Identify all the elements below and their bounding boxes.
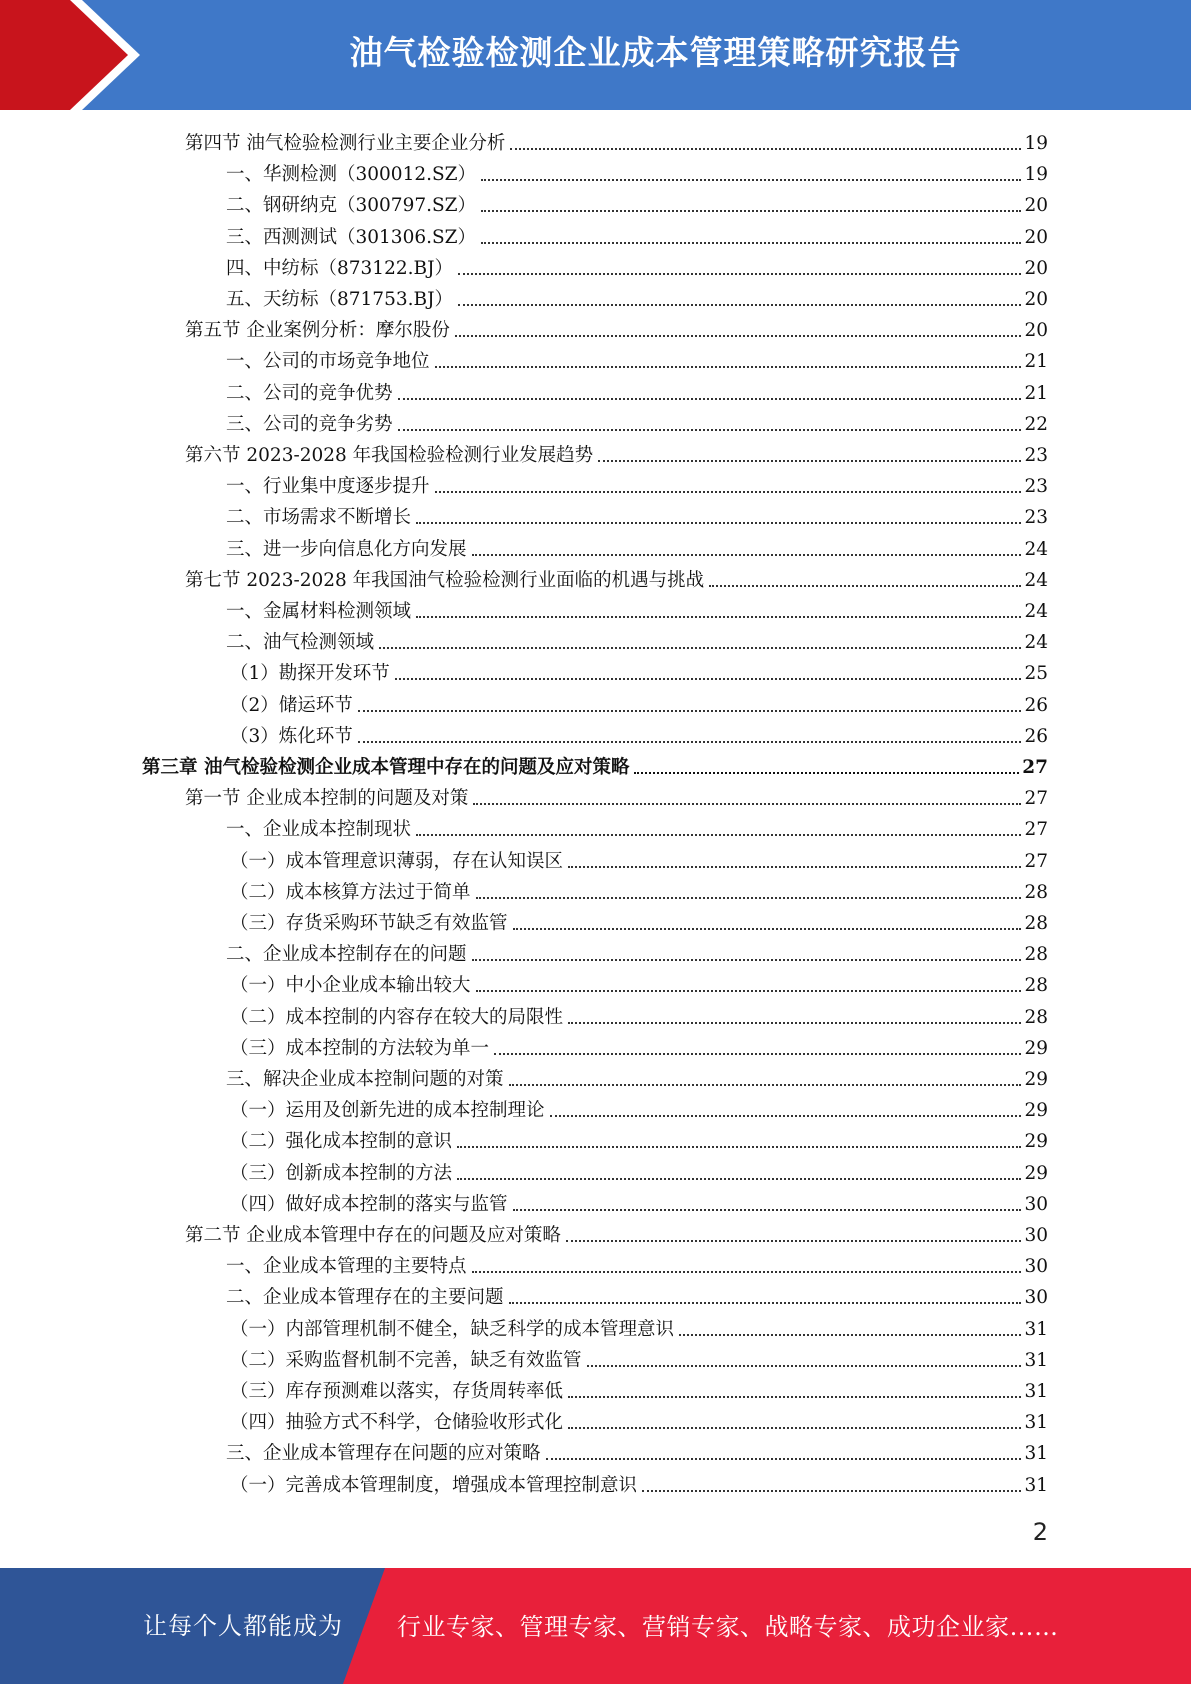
toc-entry-label: （二）成本核算方法过于简单: [230, 881, 471, 903]
toc-entry-page: 26: [1024, 694, 1048, 716]
toc-entry-page: 27: [1024, 819, 1048, 841]
toc-entry[interactable]: [226, 343, 1048, 374]
toc-leader-dots: [457, 1178, 1021, 1180]
toc-entry-page: 31: [1024, 1381, 1048, 1402]
toc-entry-page: 29: [1024, 1069, 1048, 1090]
toc-entry-label: 二、钢研纳克（300797.SZ）: [226, 195, 477, 217]
toc-entry-label: 五、天纺标（871753.BJ）: [226, 289, 454, 310]
toc-entry-page: 23: [1024, 476, 1048, 498]
toc-entry[interactable]: [226, 406, 1048, 437]
toc-entry-label: （二）采购监督机制不完善，缺乏有效监管: [230, 1349, 582, 1371]
toc-leader-dots: [679, 1334, 1021, 1336]
toc-leader-dots: [398, 398, 1022, 400]
toc-entry-page: 24: [1024, 632, 1048, 654]
toc-leader-dots: [398, 429, 1022, 431]
toc-entry-label: 三、企业成本管理存在问题的应对策略: [226, 1443, 541, 1465]
toc-entry[interactable]: [230, 718, 1048, 749]
toc-entry[interactable]: [226, 219, 1048, 250]
toc-entry-label: 第六节 2023-2028 年我国检验检测行业发展趋势: [185, 445, 594, 466]
toc-entry-page: 30: [1024, 1256, 1048, 1278]
toc-leader-dots: [379, 647, 1021, 649]
toc-entry[interactable]: [142, 749, 1048, 780]
toc-entry-page: 20: [1024, 320, 1048, 342]
toc-entry-label: （四）做好成本控制的落实与监管: [230, 1193, 508, 1215]
toc-entry[interactable]: [226, 624, 1048, 655]
toc-entry[interactable]: [230, 843, 1048, 874]
toc-entry-page: 31: [1024, 1412, 1048, 1434]
toc-entry[interactable]: [230, 1123, 1048, 1154]
toc-entry[interactable]: [185, 562, 1048, 593]
toc-entry-page: 31: [1024, 1318, 1048, 1340]
toc-leader-dots: [587, 1365, 1022, 1367]
toc-entry[interactable]: [230, 1186, 1048, 1217]
toc-entry-label: （2）储运环节: [230, 694, 353, 716]
toc-entry-label: （1）勘探开发环节: [230, 663, 390, 685]
toc-leader-dots: [513, 928, 1022, 930]
toc-entry-page: 28: [1024, 944, 1048, 966]
toc-entry-label: 三、解决企业成本控制问题的对策: [226, 1069, 504, 1090]
report-title: 油气检验检测企业成本管理策略研究报告: [349, 33, 962, 72]
toc-entry-page: 26: [1024, 725, 1048, 747]
page-number: 2: [1032, 1518, 1048, 1546]
toc-entry[interactable]: [230, 1373, 1048, 1404]
toc-leader-dots: [568, 1427, 1021, 1429]
toc-entry-page: 20: [1024, 289, 1048, 310]
toc-entry[interactable]: [230, 874, 1048, 905]
toc-entry-page: 22: [1024, 413, 1048, 435]
toc-entry-page: 29: [1024, 1162, 1048, 1184]
toc-leader-dots: [481, 179, 1021, 181]
toc-entry[interactable]: [230, 1311, 1048, 1342]
toc-entry-label: （三）成本控制的方法较为单一: [230, 1037, 490, 1059]
toc-entry-label: 第五节 企业案例分析：摩尔股份: [185, 320, 450, 342]
toc-leader-dots: [358, 741, 1022, 743]
toc-entry[interactable]: [185, 125, 1048, 156]
footer-slogan-left: 让每个人都能成为: [143, 1612, 343, 1640]
toc-entry[interactable]: [226, 1061, 1048, 1092]
toc-entry-label: 三、公司的竞争劣势: [226, 413, 393, 435]
toc-entry-label: （三）存货采购环节缺乏有效监管: [230, 913, 508, 934]
toc-entry-page: 30: [1024, 1287, 1048, 1309]
toc-entry[interactable]: [185, 437, 1048, 468]
toc-leader-dots: [566, 1240, 1022, 1242]
toc-entry-label: 第三章 油气检验检测企业成本管理中存在的问题及应对策略: [142, 757, 630, 778]
toc-leader-dots: [509, 1302, 1022, 1304]
toc-leader-dots: [568, 866, 1021, 868]
toc-entry[interactable]: [230, 655, 1048, 686]
toc-entry[interactable]: [226, 499, 1048, 530]
toc-entry-page: 20: [1024, 257, 1048, 279]
toc-entry-label: （三）库存预测难以落实，存货周转率低: [230, 1381, 564, 1402]
toc-leader-dots: [458, 304, 1021, 306]
toc-leader-dots: [481, 210, 1021, 212]
toc-entry-page: 29: [1024, 1100, 1048, 1122]
toc-leader-dots: [435, 366, 1022, 368]
toc-entry[interactable]: [185, 780, 1048, 811]
toc-entry-page: 20: [1024, 226, 1048, 248]
toc-entry-label: （一）中小企业成本输出较大: [230, 975, 471, 997]
toc-entry-label: （二）强化成本控制的意识: [230, 1131, 453, 1153]
toc-entry[interactable]: [226, 531, 1048, 562]
page-footer: [0, 1568, 1191, 1684]
toc-entry-label: 三、进一步向信息化方向发展: [226, 538, 467, 560]
toc-entry-label: 二、企业成本控制存在的问题: [226, 944, 467, 966]
toc-entry[interactable]: [230, 1092, 1048, 1123]
toc-entry[interactable]: [226, 468, 1048, 499]
toc-entry[interactable]: [230, 1155, 1048, 1186]
toc-entry-page: 31: [1024, 1443, 1048, 1465]
toc-entry-label: 一、公司的市场竞争地位: [226, 351, 430, 373]
toc-entry-label: （三）创新成本控制的方法: [230, 1162, 453, 1184]
toc-entry-label: 三、西测测试（301306.SZ）: [226, 226, 477, 248]
toc-entry[interactable]: [226, 1435, 1048, 1466]
header-red-arrow: [0, 0, 150, 110]
toc-leader-dots: [510, 148, 1021, 150]
toc-entry-label: 一、企业成本管理的主要特点: [226, 1256, 467, 1278]
toc-entry[interactable]: [226, 187, 1048, 218]
toc-entry[interactable]: [226, 1279, 1048, 1310]
toc-entry-label: 第四节 油气检验检测行业主要企业分析: [185, 133, 506, 154]
toc-entry[interactable]: [185, 1217, 1048, 1248]
toc-leader-dots: [416, 522, 1021, 524]
toc-entry-label: 一、企业成本控制现状: [226, 819, 412, 841]
toc-entry-page: 30: [1024, 1193, 1048, 1215]
toc-entry-page: 21: [1024, 382, 1048, 404]
toc-entry-label: 第一节 企业成本控制的问题及对策: [185, 788, 469, 810]
toc-leader-dots: [476, 897, 1022, 899]
toc-leader-dots: [358, 710, 1022, 712]
toc-entry-page: 25: [1024, 663, 1048, 685]
toc-entry-page: 19: [1024, 164, 1048, 186]
toc-entry[interactable]: [230, 1467, 1048, 1498]
toc-leader-dots: [509, 1084, 1022, 1086]
toc-entry[interactable]: [226, 811, 1048, 842]
toc-leader-dots: [472, 1271, 1022, 1273]
toc-leader-dots: [494, 1053, 1021, 1055]
toc-entry-label: （一）成本管理意识薄弱，存在认知误区: [230, 850, 564, 872]
toc-entry-page: 31: [1024, 1349, 1048, 1371]
toc-entry-page: 24: [1024, 569, 1048, 591]
toc-leader-dots: [457, 1146, 1021, 1148]
toc-leader-dots: [642, 1490, 1021, 1492]
toc-entry-label: （二）成本控制的内容存在较大的局限性: [230, 1006, 564, 1028]
toc-entry-label: 第七节 2023-2028 年我国油气检验检测行业面临的机遇与挑战: [185, 569, 705, 591]
toc-entry-label: （3）炼化环节: [230, 725, 353, 747]
toc-entry-page: 28: [1024, 1006, 1048, 1028]
toc-leader-dots: [476, 990, 1022, 992]
toc-entry-label: 二、企业成本管理存在的主要问题: [226, 1287, 504, 1309]
toc-entry[interactable]: [226, 936, 1048, 967]
toc-leader-dots: [416, 616, 1021, 618]
toc-entry[interactable]: [230, 1404, 1048, 1435]
toc-entry-label: 一、金属材料检测领域: [226, 601, 412, 622]
toc-leader-dots: [709, 585, 1021, 587]
toc-entry[interactable]: [226, 156, 1048, 187]
toc-leader-dots: [458, 273, 1021, 275]
toc-leader-dots: [395, 678, 1022, 680]
toc-entry[interactable]: [226, 281, 1048, 312]
toc-leader-dots: [598, 460, 1021, 462]
toc-entry-page: 30: [1024, 1225, 1048, 1246]
toc-entry-page: 28: [1024, 881, 1048, 903]
toc-leader-dots: [472, 554, 1022, 556]
toc-entry[interactable]: [230, 905, 1048, 936]
toc-entry-label: 第二节 企业成本管理中存在的问题及应对策略: [185, 1225, 561, 1246]
toc-entry[interactable]: [230, 687, 1048, 718]
toc-entry-label: 二、市场需求不断增长: [226, 507, 412, 529]
toc-entry-page: 27: [1022, 757, 1048, 778]
toc-entry-page: 24: [1024, 538, 1048, 560]
toc-leader-dots: [472, 959, 1022, 961]
toc-entry[interactable]: [185, 312, 1048, 343]
footer-slogan-right: 行业专家、管理专家、营销专家、战略专家、成功企业家……: [397, 1613, 1059, 1641]
toc-entry-label: 二、公司的竞争优势: [226, 382, 393, 404]
toc-entry[interactable]: [226, 250, 1048, 281]
toc-entry-label: 一、华测检测（300012.SZ）: [226, 164, 477, 186]
toc-leader-dots: [435, 491, 1022, 493]
toc-entry[interactable]: [230, 999, 1048, 1030]
toc-leader-dots: [546, 1458, 1022, 1460]
toc-leader-dots: [481, 242, 1021, 244]
toc-leader-dots: [513, 1209, 1022, 1211]
page-header: [0, 0, 1191, 110]
toc-entry-page: 23: [1024, 445, 1048, 466]
toc-entry-label: （一）完善成本管理制度，增强成本管理控制意识: [230, 1474, 638, 1496]
toc-entry[interactable]: [226, 375, 1048, 406]
toc-entry-page: 21: [1024, 351, 1048, 373]
toc-leader-dots: [568, 1022, 1021, 1024]
toc-entry[interactable]: [226, 593, 1048, 624]
toc-entry-label: 二、油气检测领域: [226, 632, 375, 654]
toc-entry-page: 24: [1024, 601, 1048, 622]
toc-leader-dots: [455, 335, 1022, 337]
toc-entry-page: 28: [1024, 913, 1048, 934]
toc-entry[interactable]: [230, 1342, 1048, 1373]
toc-entry-page: 28: [1024, 975, 1048, 997]
toc-entry-page: 29: [1024, 1131, 1048, 1153]
toc-entry-page: 27: [1024, 788, 1048, 810]
toc-leader-dots: [473, 803, 1021, 805]
toc-entry-page: 29: [1024, 1037, 1048, 1059]
toc-leader-dots: [634, 772, 1019, 774]
toc-entry-page: 20: [1024, 195, 1048, 217]
toc-entry-page: 19: [1024, 133, 1048, 154]
toc-entry-label: （一）运用及创新先进的成本控制理论: [230, 1100, 545, 1122]
toc-entry-label: 四、中纺标（873122.BJ）: [226, 257, 454, 279]
toc-entry[interactable]: [226, 1248, 1048, 1279]
toc-entry[interactable]: [230, 967, 1048, 998]
toc-entry-label: 一、行业集中度逐步提升: [226, 476, 430, 498]
toc-entry-label: （一）内部管理机制不健全，缺乏科学的成本管理意识: [230, 1318, 675, 1340]
toc-leader-dots: [550, 1115, 1022, 1117]
toc-entry-label: （四）抽验方式不科学，仓储验收形式化: [230, 1412, 564, 1434]
toc-leader-dots: [416, 834, 1021, 836]
toc-entry-page: 27: [1024, 850, 1048, 872]
toc-entry-page: 31: [1024, 1474, 1048, 1496]
toc-entry[interactable]: [230, 1030, 1048, 1061]
toc-entry-page: 23: [1024, 507, 1048, 529]
toc-leader-dots: [568, 1396, 1021, 1398]
